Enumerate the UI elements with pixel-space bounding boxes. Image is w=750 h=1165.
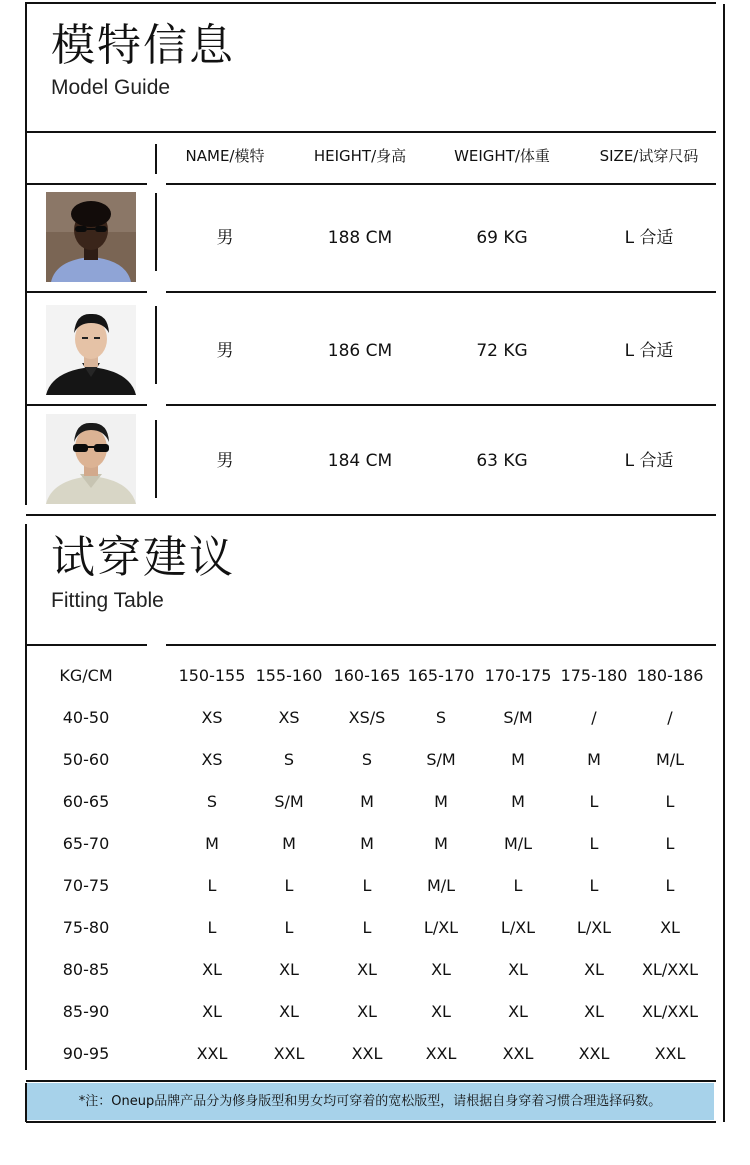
model-photo-2 (46, 305, 136, 395)
size-cell: L (665, 792, 675, 811)
size-cell: L (665, 876, 675, 895)
size-cell: L/XL (500, 918, 536, 937)
weight-range-label: 70-75 (62, 876, 110, 895)
size-cell: S (283, 750, 295, 769)
size-cell: XS/S (348, 708, 386, 727)
size-cell: M (511, 792, 525, 811)
col-header-height: HEIGHT/身高 (313, 147, 407, 165)
model-1-image (46, 192, 136, 282)
height-range-header: 150-155 (178, 666, 246, 685)
size-cell: XL (202, 960, 222, 979)
size-cell: M/L (655, 750, 685, 769)
note-left-border (25, 1083, 27, 1122)
row-2-divider (155, 306, 157, 384)
fitting-corner-label: KG/CM (59, 666, 113, 685)
row-3-name: 男 (216, 451, 234, 471)
size-cell: M (282, 834, 296, 853)
fitting-top-line (26, 514, 716, 516)
model-guide-title-en: Model Guide (51, 76, 171, 99)
size-cell: M/L (503, 834, 533, 853)
size-cell: M (434, 834, 448, 853)
size-cell: XL (431, 1002, 451, 1021)
row-2-left-underline (26, 404, 147, 406)
note-bottom-line (26, 1121, 716, 1123)
row-1-divider (155, 193, 157, 271)
fitting-header-line (166, 644, 716, 646)
size-cell: XS (278, 708, 300, 727)
size-cell: S/M (274, 792, 304, 811)
header-left-underline (26, 183, 147, 185)
row-1-bottom-line (166, 291, 716, 293)
model-2-image (46, 305, 136, 395)
col-header-size: SIZE/试穿尺码 (599, 147, 699, 165)
size-cell: / (591, 708, 597, 727)
row-3-weight: 63 KG (476, 451, 528, 471)
size-cell: M (205, 834, 219, 853)
size-cell: XL (357, 960, 377, 979)
height-range-header: 175-180 (560, 666, 628, 685)
size-cell: XXL (502, 1044, 534, 1063)
size-cell: XL/XXL (641, 1002, 699, 1021)
fitting-header-left-line (26, 644, 147, 646)
row-2-size: L 合适 (624, 341, 674, 361)
size-cell: M (511, 750, 525, 769)
size-cell: XL (508, 960, 528, 979)
size-cell: L (589, 876, 599, 895)
size-cell: XXL (196, 1044, 228, 1063)
size-cell: XL (279, 960, 299, 979)
weight-range-label: 80-85 (62, 960, 110, 979)
size-cell: XL (202, 1002, 222, 1021)
row-1-weight: 69 KG (476, 228, 528, 248)
weight-range-label: 65-70 (62, 834, 110, 853)
fitting-bottom-line (26, 1080, 716, 1082)
size-cell: S/M (503, 708, 533, 727)
height-range-header: 180-186 (636, 666, 704, 685)
weight-range-label: 85-90 (62, 1002, 110, 1021)
size-cell: L/XL (423, 918, 459, 937)
size-cell: M/L (426, 876, 456, 895)
row-1-height: 188 CM (327, 228, 393, 248)
size-cell: XXL (273, 1044, 305, 1063)
size-cell: L (207, 876, 217, 895)
size-cell: L/XL (576, 918, 612, 937)
height-range-header: 170-175 (484, 666, 552, 685)
size-cell: XXL (578, 1044, 610, 1063)
size-cell: L (207, 918, 217, 937)
row-2-bottom-line (166, 404, 716, 406)
size-cell: / (667, 708, 673, 727)
col-header-weight: WEIGHT/体重 (454, 147, 550, 165)
row-1-left-underline (26, 291, 147, 293)
left-border-top (25, 2, 27, 505)
model-photo-3 (46, 414, 136, 504)
fitting-title-cn: 试穿建议 (51, 532, 235, 583)
col-header-name: NAME/模特 (185, 147, 265, 165)
header-top-line (26, 131, 716, 133)
size-cell: XL (584, 1002, 604, 1021)
row-2-weight: 72 KG (476, 341, 528, 361)
size-cell: M (587, 750, 601, 769)
size-cell: S (361, 750, 373, 769)
note-bar (26, 1083, 714, 1120)
weight-range-label: 40-50 (62, 708, 110, 727)
size-cell: XL (279, 1002, 299, 1021)
row-1-name: 男 (216, 228, 234, 248)
size-cell: L (362, 876, 372, 895)
size-cell: XS (201, 750, 223, 769)
weight-range-label: 50-60 (62, 750, 110, 769)
height-range-header: 155-160 (255, 666, 323, 685)
row-2-name: 男 (216, 341, 234, 361)
size-cell: S (206, 792, 218, 811)
size-cell: XL (431, 960, 451, 979)
size-cell: L (589, 834, 599, 853)
header-bottom-line (166, 183, 716, 185)
fitting-title-en: Fitting Table (51, 589, 164, 612)
size-cell: XXL (425, 1044, 457, 1063)
row-3-height: 184 CM (327, 451, 393, 471)
height-range-header: 160-165 (333, 666, 401, 685)
size-cell: M (360, 834, 374, 853)
row-1-size: L 合适 (624, 228, 674, 248)
model-guide-title-cn: 模特信息 (51, 20, 235, 71)
size-cell: S/M (426, 750, 456, 769)
size-cell: M (360, 792, 374, 811)
size-cell: XXL (351, 1044, 383, 1063)
row-3-size: L 合适 (624, 451, 674, 471)
row-3-divider (155, 420, 157, 498)
size-cell: XL (660, 918, 680, 937)
model-3-image (46, 414, 136, 504)
size-cell: XL (508, 1002, 528, 1021)
size-cell: XL (584, 960, 604, 979)
size-cell: XL (357, 1002, 377, 1021)
header-divider (155, 144, 157, 174)
size-cell: L (589, 792, 599, 811)
size-cell: M (434, 792, 448, 811)
size-cell: L (284, 876, 294, 895)
right-border (723, 4, 725, 1122)
weight-range-label: 60-65 (62, 792, 110, 811)
weight-range-label: 90-95 (62, 1044, 110, 1063)
size-cell: L (362, 918, 372, 937)
top-border (26, 2, 716, 4)
size-cell: S (435, 708, 447, 727)
row-2-height: 186 CM (327, 341, 393, 361)
size-cell: XL/XXL (641, 960, 699, 979)
size-cell: XS (201, 708, 223, 727)
size-cell: L (284, 918, 294, 937)
size-cell: L (513, 876, 523, 895)
note-text: *注：Oneup品牌产品分为修身版型和男女均可穿着的宽松版型，请根据自身穿着习惯合理选择码数。 (78, 1094, 662, 1109)
height-range-header: 165-170 (407, 666, 475, 685)
weight-range-label: 75-80 (62, 918, 110, 937)
left-border-bottom (25, 524, 27, 1070)
size-cell: XXL (654, 1044, 686, 1063)
model-photo-1 (46, 192, 136, 282)
size-cell: L (665, 834, 675, 853)
